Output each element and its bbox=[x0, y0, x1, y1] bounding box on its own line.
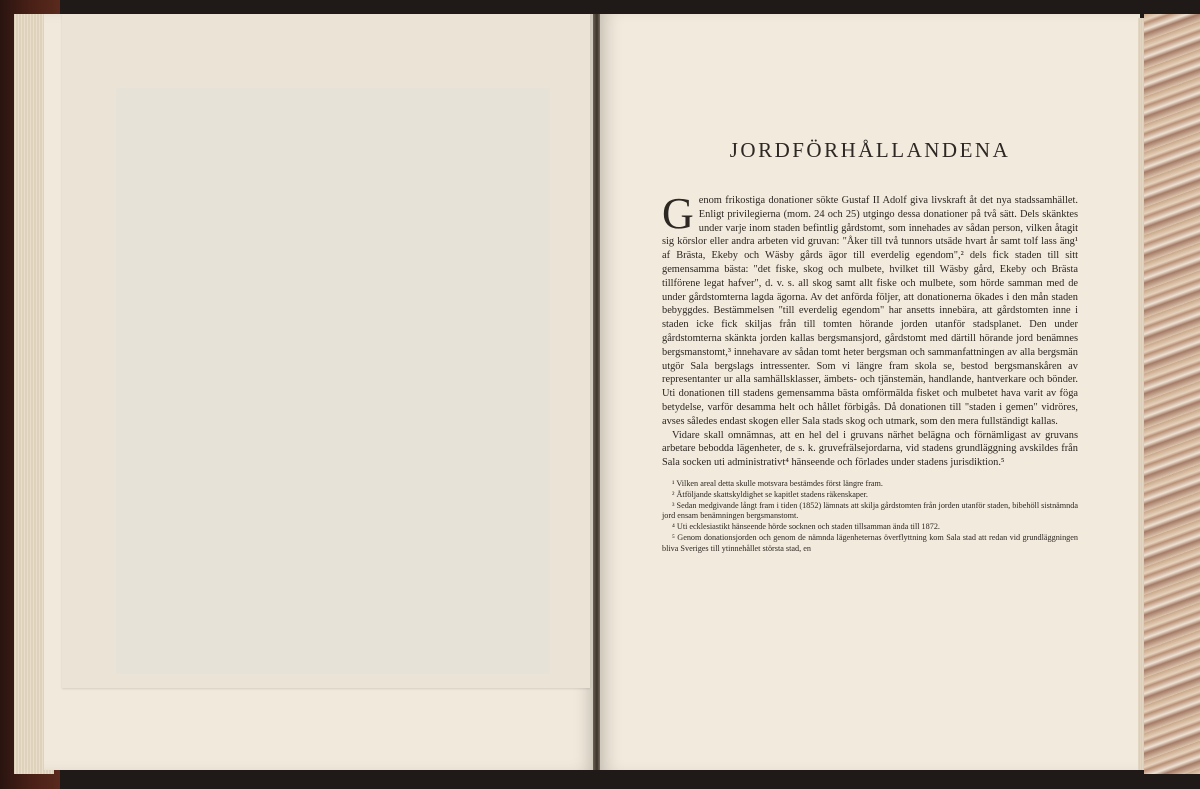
footnote-4: ⁴ Uti ecklesiastikt hänseende hörde socknen och staden tillsamman ända till 1872. bbox=[672, 522, 940, 532]
paragraph-2: Vidare skall omnämnas, att en hel del i gruvans närhet belägna och förnämligast av gruvans arbetare bebodda lägenheter, de s. k. gruvefrälsejordarna, vid stadens grundläggning avskildes från Sala socken uti administrativt⁴ hänseende och förlades under stadens jurisdiktion.⁵ bbox=[662, 429, 1078, 469]
footnotes bbox=[662, 479, 1078, 555]
page-text-block bbox=[662, 138, 1078, 555]
marbled-cover-right bbox=[1144, 14, 1200, 774]
footnote-1: ¹ Vilken areal detta skulle motsvara bestämdes först längre fram. bbox=[672, 478, 883, 488]
footnote-3: ³ Sedan medgivande långt fram i tiden (1852) lämnats att skilja gårdstomten från jorden utanför staden, bibehöll sistnämnda jord ensam benämningen bergsmanstomt. bbox=[662, 500, 1078, 521]
chapter-title: JORDFÖRHÅLLANDENA bbox=[729, 138, 1011, 162]
body-text bbox=[662, 189, 1078, 470]
footnote-2: ² Åtföljande skattskyldighet se kapitlet stadens räkenskaper. bbox=[672, 489, 868, 499]
blank-plate-area bbox=[116, 88, 550, 674]
paragraph-1-text: enom frikostiga donationer sökte Gustaf II Adolf giva livskraft åt det nya stadssamhället. Enligt privilegierna (mom. 24 och 25) utgingo dessa donationer på två sätt. Dels skänktes under varje inom staden befintlig gårdstomt, som innehades av sådan person, vilken åtagit sig körslor eller andra arbeten vid gruvan: "Åker till två tunnors utsäde hvart år samt tolf lass äng¹ af Brästa, Ekeby och Wäsby gårds ägor till everdelig egendom",² dels fick staden till sitt gemensamma bästa: "det fiske, skog och mulbete, hvilket till Wäsby gård, Ekeby och Brästa tillförene legat hafver", d. v. s. all skog samt allt fiske och mulbete, som hörde samman med de under gårdstomterna lagda ägorna. Av det anförda följer, att donationerna ökades i den mån staden bebyggdes. Bestämmelsen "till everdelig egendom" har ansetts innebära, att gårdstomten inne i staden icke fick skiljas från till tomten hörande jorden utanför stadsplanet. Den under gårdstomterna skänkta jorden kallas bergsmansjord, gårdstomt med därtill hörande jord benämnes bergsmanstomt,³ innehavare av sådan tomt heter bergsman och sammanfattningen av alla bergsmän utgör Sala bergslags intressenter. Som vi längre fram skola se, bestod bergsmanskåren av representanter ur alla samhällsklasser, ämbets- och tjänstemän, handlande, hantverkare och bönder. Uti donationen till stadens gemensamma bästa omförmälda fisket och mulbetet hava varit av föga betydelse, varför desamma helt och hållet förbigås. Då donationen till "staden i gemen" vidröres, avses således endast skogen eller Sala stads skog och utmark, som den mera fullständigt kallas. bbox=[662, 195, 1078, 427]
drop-cap: G bbox=[662, 189, 694, 238]
paragraph-1 bbox=[662, 189, 1078, 429]
footnote-5: ⁵ Genom donationsjorden och genom de nämnda lägenheternas överflyttning kom Sala stad att redan vid grundläggningen bliva Sveriges till ytinnehållet största stad, en bbox=[662, 532, 1078, 553]
